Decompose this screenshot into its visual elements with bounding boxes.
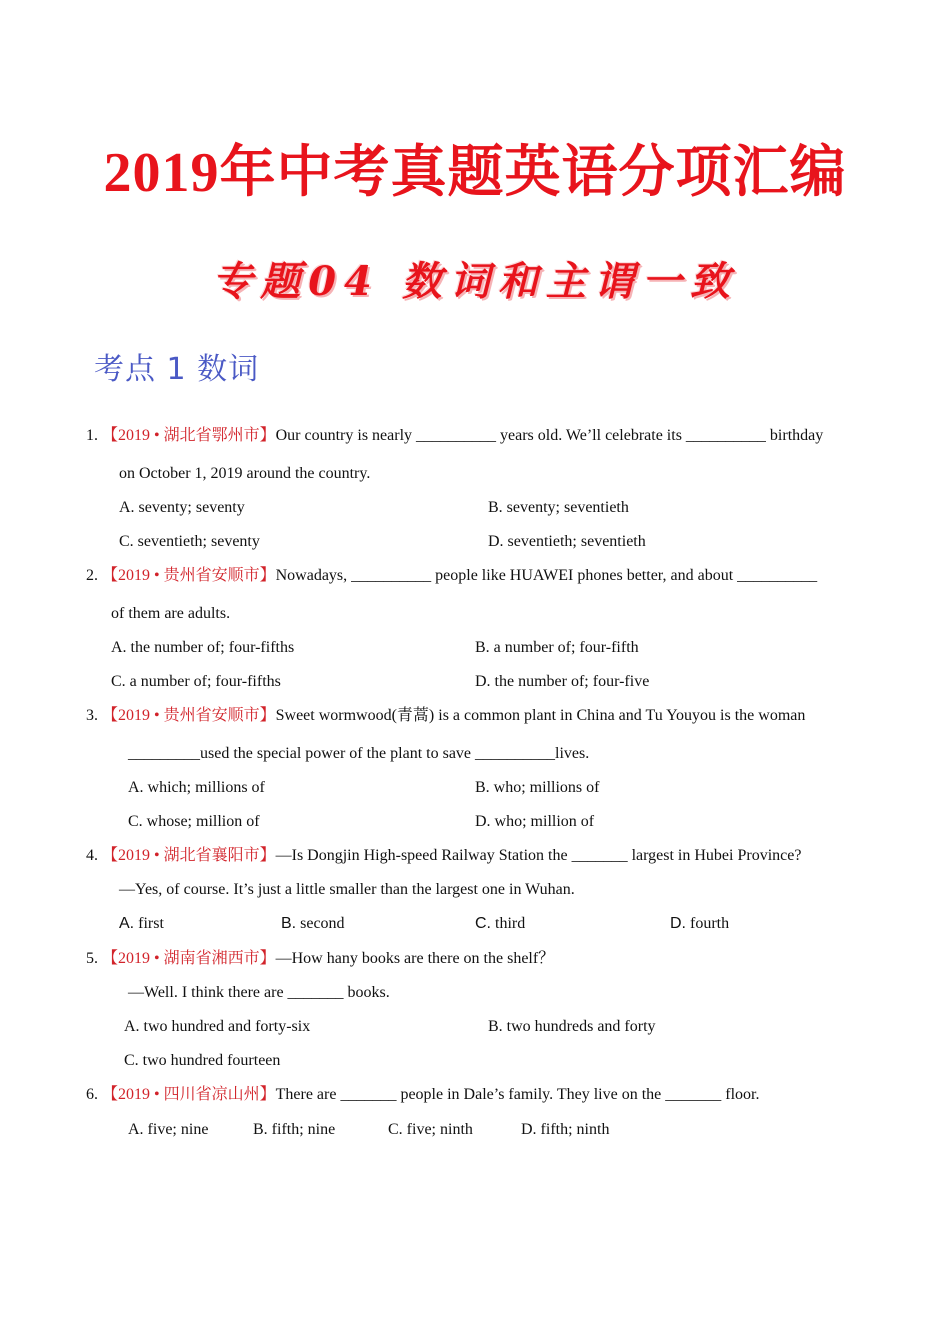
question-text-continued: —Yes, of course. It’s just a little smaller than the largest one in Wuhan.	[119, 881, 575, 898]
question-text-continued: on October 1, 2019 around the country.	[119, 465, 371, 482]
question-number: 6.	[86, 1086, 98, 1103]
question-1-stem	[86, 426, 823, 446]
option-d: D. who; million of	[475, 813, 595, 830]
option-letter: C.	[475, 915, 491, 932]
option-a: A. seventy; seventy	[119, 499, 245, 516]
question-source: 【2019 • 贵州省安顺市】	[102, 567, 276, 584]
question-text: —How hany books are there on the shelf？	[275, 950, 555, 967]
option-a: A. five; nine	[128, 1121, 209, 1138]
option-b	[281, 914, 345, 934]
section-heading: 考点 1 数词	[94, 352, 260, 387]
option-b: B. a number of; four-fifth	[475, 639, 639, 656]
document-subtitle: 专题04 数词和主谓一致	[212, 258, 738, 305]
option-c: C. two hundred fourteen	[124, 1052, 281, 1069]
question-source: 【2019 • 贵州省安顺市】	[102, 707, 276, 724]
question-text-continued: —Well. I think there are _______ books.	[128, 984, 390, 1001]
option-letter: D.	[670, 915, 686, 932]
option-d	[670, 914, 729, 934]
option-b: B. who; millions of	[475, 779, 600, 796]
question-text: —Is Dongjin High-speed Railway Station the _______ largest in Hubei Province?	[275, 847, 802, 864]
question-text: Our country is nearly __________ years old. We’ll celebrate its __________ birthday	[275, 427, 824, 444]
question-number: 4.	[86, 847, 98, 864]
option-b: B. seventy; seventieth	[488, 499, 629, 516]
question-text: Nowadays, __________ people like HUAWEI phones better, and about __________	[275, 567, 818, 584]
question-source: 【2019 • 湖北省襄阳市】	[102, 847, 276, 864]
question-number: 2.	[86, 567, 98, 584]
option-d: D. the number of; four-five	[475, 673, 650, 690]
question-source: 【2019 • 四川省凉山州】	[102, 1086, 276, 1103]
question-2-stem	[86, 566, 817, 586]
option-letter: A.	[119, 915, 135, 932]
question-number: 1.	[86, 427, 98, 444]
option-text: second	[300, 915, 345, 932]
option-a: A. which; millions of	[128, 779, 265, 796]
option-text: fourth	[690, 915, 730, 932]
question-6-stem	[86, 1085, 759, 1105]
option-letter: B.	[281, 915, 297, 932]
option-c: C. whose; million of	[128, 813, 260, 830]
question-text: Sweet wormwood(青蒿) is a common plant in China and Tu Youyou is the woman	[275, 707, 806, 724]
option-text: third	[495, 915, 526, 932]
option-c: C. five; ninth	[388, 1121, 473, 1138]
option-a: A. the number of; four-fifths	[111, 639, 295, 656]
option-a	[119, 914, 164, 934]
option-b: B. fifth; nine	[253, 1121, 336, 1138]
question-text: There are _______ people in Dale’s family. They live on the _______ floor.	[275, 1086, 760, 1103]
option-a: A. two hundred and forty-six	[124, 1018, 311, 1035]
option-d: D. seventieth; seventieth	[488, 533, 646, 550]
option-c: C. a number of; four-fifths	[111, 673, 281, 690]
question-source: 【2019 • 湖北省鄂州市】	[102, 427, 276, 444]
question-4-stem	[86, 846, 801, 866]
option-text: first	[138, 915, 164, 932]
option-c: C. seventieth; seventy	[119, 533, 260, 550]
option-b: B. two hundreds and forty	[488, 1018, 656, 1035]
document-title: 2019年中考真题英语分项汇编	[103, 142, 847, 204]
question-text-continued: of them are adults.	[111, 605, 231, 622]
question-3-stem	[86, 706, 805, 726]
question-source: 【2019 • 湖南省湘西市】	[102, 950, 276, 967]
question-number: 3.	[86, 707, 98, 724]
question-5-stem	[86, 949, 554, 969]
option-c	[475, 914, 525, 934]
question-text-continued: _________used the special power of the plant to save __________lives.	[128, 745, 590, 762]
option-d: D. fifth; ninth	[521, 1121, 610, 1138]
question-number: 5.	[86, 950, 98, 967]
